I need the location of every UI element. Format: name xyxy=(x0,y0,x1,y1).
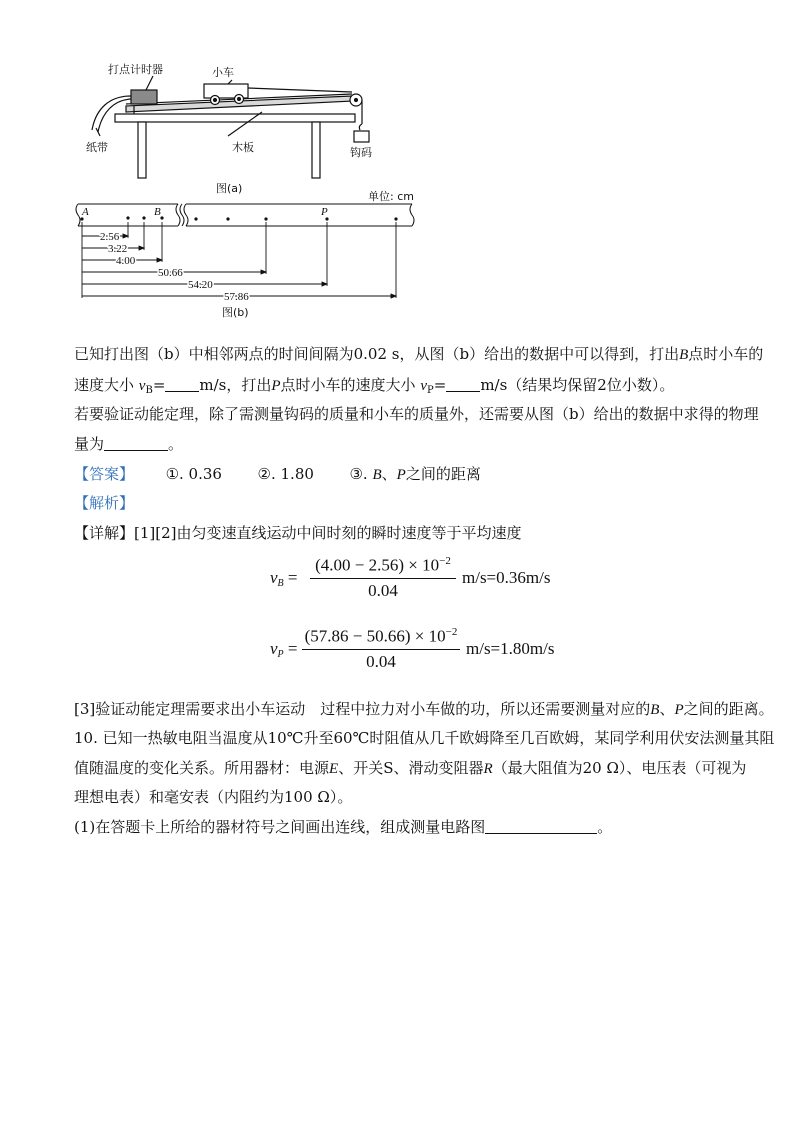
label-board: 木板 xyxy=(232,141,254,154)
answer-3: ③. B、P之间的距离 xyxy=(349,465,481,483)
label-timer: 打点计时器 xyxy=(108,63,163,76)
blank-vP[interactable] xyxy=(446,376,480,392)
dimension-labels xyxy=(100,231,249,303)
question-line-3: 若要验证动能定理，除了需测量钩码的质量和小车的质量外，还需要从图（b）给出的数据中求得的物理 xyxy=(74,405,759,423)
measure-5: 54.20 xyxy=(188,279,213,291)
label-cart: 小车 xyxy=(212,66,234,79)
point-P: P xyxy=(321,206,328,218)
answer-line xyxy=(74,463,734,486)
q10-line-1: 10. 已知一热敏电阻当温度从10℃升至60℃时阻值从几千欧姆降至几百欧姆，某同学利用伏安法测量其阻 xyxy=(74,729,775,747)
point-B: B xyxy=(154,206,161,218)
formula-vP: $v_P$ = $(57.86 - 50.66) \times 10^{-2}$ 0.04 m/s=1.80m/s xyxy=(270,626,555,671)
figure-b-tape xyxy=(76,204,414,226)
measure-2: 3.22 xyxy=(108,243,128,255)
formula-vB: $v_B$ = $(4.00 - 2.56) \times 10^{-2}$ 0.04 m/s=0.36m/s xyxy=(270,555,551,600)
label-tape: 纸带 xyxy=(86,141,108,154)
measure-4: 50.66 xyxy=(158,267,183,279)
measure-3: 4.00 xyxy=(116,255,136,267)
measure-6: 57.86 xyxy=(224,291,249,303)
answer-tag: 【答案】 xyxy=(74,465,135,483)
question-line-1: 已知打出图（b）中相邻两点的时间间隔为0.02 s，从图（b）给出的数据中可以得到，打出B点时小车的 xyxy=(74,345,764,363)
question-line-4: 量为 。 xyxy=(74,435,184,453)
answer-1: ①. 0.36 xyxy=(165,465,222,483)
label-weight: 钩码 xyxy=(350,146,372,159)
blank-vB[interactable] xyxy=(165,376,199,392)
analysis-tag: 【解析】 xyxy=(74,494,135,512)
caption-b: 图(b) xyxy=(222,306,249,319)
tape-dots xyxy=(80,216,397,220)
caption-a: 图(a) xyxy=(216,182,243,195)
blank-circuit[interactable] xyxy=(485,818,597,834)
q10-line-2: 值随温度的变化关系。所用器材：电源E、开关S、滑动变阻器R（最大阻值为20 Ω）、电压表（可视为 xyxy=(74,759,747,777)
detail-tag: 【详解】 xyxy=(74,524,135,542)
answer-2: ②. 1.80 xyxy=(257,465,314,483)
detail-line: 【详解】[1][2]由匀变速直线运动中间时刻的瞬时速度等于平均速度 xyxy=(74,524,522,542)
unit-label: 单位: cm xyxy=(368,190,414,203)
q10-line-4: (1)在答题卡上所给的器材符号之间画出连线，组成测量电路图 。 xyxy=(74,818,613,836)
point-A: A xyxy=(82,206,89,218)
analysis-line-3: [3]验证动能定理需要求出小车运动 过程中拉力对小车做的功，所以还需要测量对应的B、P之间的距离。 xyxy=(74,700,774,718)
blank-physical-quantity[interactable] xyxy=(104,435,168,451)
question-line-2: 速度大小 $v_B= m/s$，打出P点时小车的速度大小 $v_P= m/s$（结果均保留2位小数）。 xyxy=(74,376,675,396)
q10-line-3: 理想电表）和毫安表（内阻约为100 Ω）。 xyxy=(74,788,353,806)
figure-a-apparatus xyxy=(92,76,369,178)
measure-1: 2.56 xyxy=(100,231,120,243)
experiment-figure xyxy=(0,0,800,330)
